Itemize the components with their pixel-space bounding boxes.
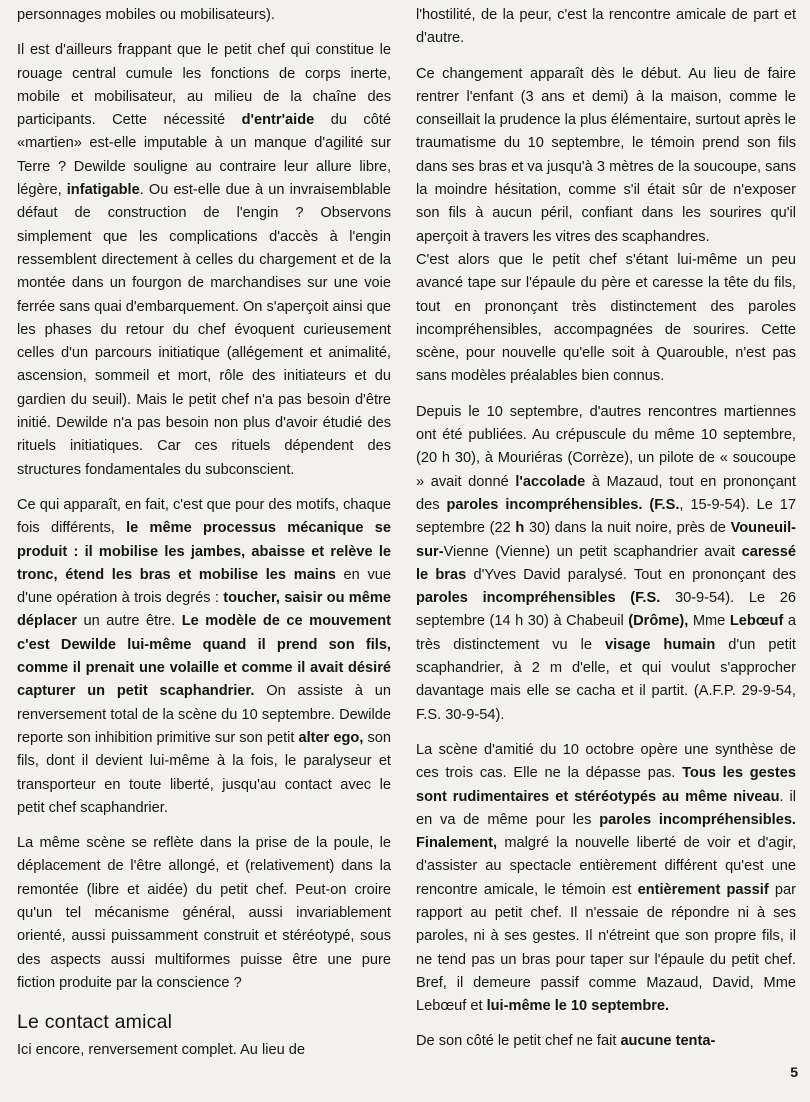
paragraph: Ce changement apparaît dès le début. Au lieu de faire rentrer l'enfant (3 ans et demi) à la maison, comme le conseillait la prudence la plus élémentaire, surtout après le traumatisme du 10 septembre, le témoin prend son fils dans ses bras et va jusqu'à 3 mètres de la soucoupe, sans la moindre hésitation, comme s'il était sûr de n'exposer son fils à aucun péril, confiant dans les sourires qu'il aperçoit à travers les vitres des scaphandres. [416,65,796,245]
bold-phrase: Le modèle de ce mouvement c'est Dewilde lui-même quand il prend son fils, comme il prenait une volaille et comme il avait désiré capturer un petit scaphandrier. [17,613,391,700]
bold-phrase: Tous les gestes sont rudimentaires et stéréotypés au même niveau [416,765,796,805]
paragraph: l'hostilité, de la peur, c'est la rencontre amicale de part et d'autre. [416,7,796,47]
bold-phrase: Lebœuf [729,613,784,630]
bold-phrase: d'entr'aide [241,112,315,129]
bold-phrase: Vouneuil-sur- [416,520,796,560]
section-heading: Le contact amical [17,1011,173,1034]
paragraph: C'est alors que le petit chef s'étant lui-même un peu avancé tape sur l'épaule du père et caresse la tête du fils, tout en prononçant très distinctement des paroles incompréhensibles, accompagnées de sourires. Cette scène, pour nouvelle qu'elle soit à Quarouble, n'est pas sans modèles préalables bien connus. [416,251,796,385]
paragraph: Ici encore, renversement complet. Au lieu de [17,1042,305,1059]
bold-phrase: paroles incompréhensibles. (F.S. [446,496,680,513]
left-column [17,4,391,1062]
bold-phrase: visage humain [605,636,716,653]
bold-phrase: toucher, saisir ou même déplacer [17,590,391,630]
bold-phrase: paroles incompréhensibles. Finalement, [416,811,796,852]
paragraph: La même scène se reflète dans la prise de la poule, le déplacement de l'être allongé, et (relativement) dans la remontée (libre et aidée) du petit chef. Peut-on croire qu'un tel mécanisme général, aussi invariablement orienté, aussi puissamment construit et stéréotypé, sous des aspects aussi multiformes puisse être une pure fiction produite par la conscience ? [17,835,391,991]
bold-phrase: alter ego, [298,729,364,746]
bold-phrase: l'accolade [515,473,586,490]
paragraph: De son côté le petit chef ne fait aucune tenta- [416,1033,716,1050]
bold-phrase: (Drôme), [628,613,689,630]
paragraph: personnages mobiles ou mobilisateurs). [17,7,275,23]
bold-phrase: h [515,520,525,537]
paragraph: Ce qui apparaît, en fait, c'est que pour des motifs, chaque fois différents, le même processus mécanique se produit : il mobilise les jambes, abaisse et relève le tronc, étend les bras et mobilise les mains en vue d'une opération à trois degrés : toucher, saisir ou même déplacer un autre être. Le modèle de ce mouvement c'est Dewilde lui-même quand il prend son fils, comme il prenait une volaille et comme il avait désiré capturer un petit scaphandrier. On assiste à un renversement total de la scène du 10 septembre. Dewilde reporte son inhibition primitive sur son petit alter ego, son fils, dont il devient lui-même à la fois, le paralyseur et transporteur en toute liberté, jusqu'au contact avec le petit chef scaphandrier. [17,496,391,816]
right-column [416,4,796,1054]
paragraph: La scène d'amitié du 10 octobre opère une synthèse de ces trois cas. Elle ne la dépasse pas. Tous les gestes sont rudimentaires et stéréotypés au même niveau. il en va de même pour les paroles incompréhensibles. Finalement, malgré la nouvelle liberté de voir et d'agir, d'assister au spectacle entièrement différent qu'est une rencontre amicale, le témoin est entièrement passif par rapport au petit chef. Il n'essaie de répondre ni à ses paroles, ni à ses gestes. Il n'étreint que son propre fils, il ne tend pas un bras pour taper sur l'épaule du petit chef. Bref, il demeure passif comme Mazaud, David, Mme Lebœuf et lui-même le 10 septembre. [416,741,797,1015]
paragraph: Il est d'ailleurs frappant que le petit chef qui constitue le rouage central cumule les fonctions de corps inerte, mobile et mobilisateur, au milieu de la chaîne des participants. Cette nécessité d'entr'aide du côté «martien» est-elle imputable à un manque d'agilité sur Terre ? Dewilde souligne au contraire leur allure libre, légère, infatigable. Ou est-elle due à un invraisemblable défaut de construction de l'engin ? Observons simplement que les complications d'accès à l'engin ressemblent directement à celles du chargement et de la montée dans un fourgon de marchandises sur une voie ferrée sans quai d'embarquement. On s'aperçoit ainsi que les phases du retour du chef évoquent curieusement celles d'un parcours initiatique (allégement et animalité, ascension, sommeil et mort, rôle des initiateurs et du gardien du seuil). Mais le petit chef n'a pas besoin d'être initié. Dewilde n'a pas besoin non plus d'avoir étudié des rituels initiatiques. Car ces rituels dépendent des structures fondamentales du subconscient. [17,42,391,478]
bold-phrase: caressé le bras [416,543,796,583]
paragraph: Depuis le 10 septembre, d'autres rencontres martiennes ont été publiées. Au crépuscule du même 10 septembre, (20 h 30), à Mouriéras (Corrèze), un pilote de « soucoupe » avait donné l'accolade à Mazaud, tout en prononçant des paroles incompréhensibles. (F.S., 15-9-54). Le 17 septembre (22 h 30) dans la nuit noire, près de Vouneuil-sur-Vienne (Vienne) un petit scaphandrier avait caressé le bras d'Yves David paralysé. Tout en prononçant des paroles incompréhensibles (F.S. 30-9-54). Le 26 septembre (14 h 30) à Chabeuil (Drôme), Mme Lebœuf a très distinctement vu le visage humain d'un petit scaphandrier, à 2 m d'elle, et qui voulut s'approcher davantage mais elle se cacha et il partit. (A.F.P. 29-9-54, F.S. 30-9-54). [416,403,796,723]
page-number: 5 [790,1064,798,1080]
bold-phrase: infatigable [66,182,140,199]
bold-phrase: aucune tenta- [620,1033,716,1050]
bold-phrase: le même processus mécanique se produit : il mobilise les jambes, abaisse et relève le tronc, étend les bras et mobilise les mains [17,520,391,583]
bold-phrase: paroles incompréhensibles (F.S. [416,590,661,607]
bold-phrase: lui-même le 10 septembre. [486,998,670,1015]
bold-phrase: entièrement passif [637,881,769,898]
